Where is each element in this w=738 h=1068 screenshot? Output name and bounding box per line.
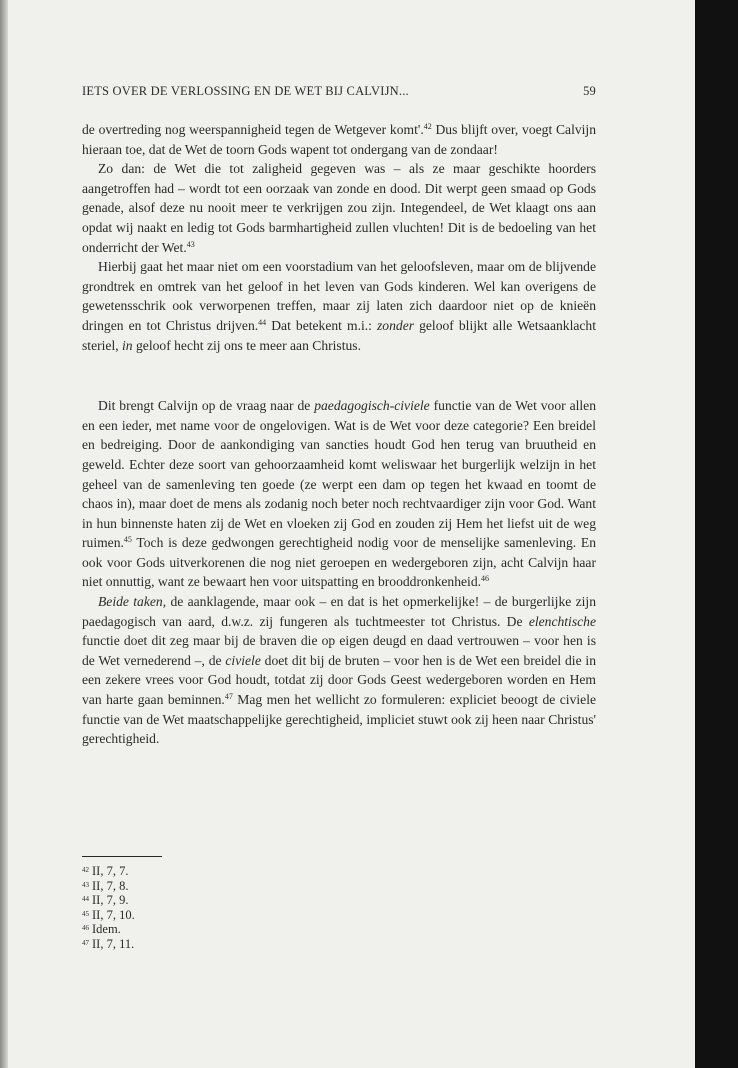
emphasis: elenchtische: [528, 613, 596, 629]
footnote-number: 47: [82, 938, 89, 947]
text-run: de aanklagende, maar ook – en dat is het opmerkelijke! – de burgerlijke zijn paedagogisch van aard, d.w.z. zij fungeren als tuchtmeester tot Christus. De: [82, 594, 596, 629]
emphasis: paedagogisch-civiele: [314, 398, 430, 414]
footnote-text: Idem.: [92, 922, 121, 936]
paragraph-2: [82, 159, 596, 257]
paragraph-3: [82, 257, 596, 355]
emphasis: Beide taken,: [98, 594, 167, 610]
text-run: Dus blijft over, voegt Calvijn hieraan toe, dat de Wet de toorn Gods wapent tot ondergang van de zondaar!: [82, 122, 597, 157]
footnote-number: 46: [82, 924, 89, 932]
binding-shadow: [0, 0, 8, 1068]
footnote-ref: 47: [224, 692, 233, 702]
paragraph-1: [82, 120, 596, 159]
footnote: [82, 937, 135, 952]
text-run: functie doet dit zeg maar bij de braven die op eigen deugd en daad vertrouwen – voor hen is de Wet vernederend –, de: [82, 633, 596, 668]
text-run: de overtreding nog weerspannigheid tegen de Wetgever komt'.: [82, 122, 424, 137]
footnote: [82, 922, 135, 937]
footnote-ref: 45: [123, 535, 132, 545]
page-number: 59: [583, 84, 596, 98]
text-run: geloof blijkt alle Wetsaanklacht steriel,: [82, 317, 596, 353]
text-run: functie van de Wet voor allen en een ieder, met name voor de ongelovigen. Wat is de Wet voor deze categorie? Een breidel en bedreiging. Door de aankondiging van sancties houdt God hen terug van bruutheid en geweld. Echter deze soort van gehoorzaamheid komt weliswaar het burgerlijk welzijn in het geheel van de samenleving ten goede (ze werpt een dam op tegen het kwaad en toomt de chaos in), maar doet de mens als zodanig noch beter noch rechtvaardiger zijn voor God. Want in hun binnenste haten zij de Wet en vloeken zij God en zouden zij Hem het liefst uit de weg ruimen.: [82, 398, 596, 551]
text-run: Toch is deze gedwongen gerechtigheid nodig voor de menselijke samenleving. En ook voor Gods uitverkorenen die nog niet geroepen en wedergeboren zijn, acht Calvijn haar niet onnuttig, want ze bewaart hen voor uitspatting en brooddronkenheid.: [82, 535, 596, 590]
footnotes: [82, 864, 135, 951]
section-gap: [82, 355, 596, 396]
footnote-text: II, 7, 11.: [92, 936, 135, 951]
footnote: [82, 864, 135, 879]
emphasis: zonder: [377, 317, 415, 333]
footnote-number: 43: [82, 880, 89, 889]
text-run: doet dit bij de bruten – voor hen is de Wet een breidel die in een zekere vrees voor God houdt, totdat zij door Gods Geest wedergeboren worden en Hem van harte gaan beminnen.: [82, 652, 596, 708]
footnote-text: II, 7, 8.: [92, 878, 129, 893]
footnote-ref: 44: [258, 317, 267, 327]
footnote-text: II, 7, 7.: [92, 864, 129, 878]
footnote: [82, 879, 135, 894]
text-run: geloof hecht zij ons te meer aan Christus.: [132, 337, 361, 353]
text-run: Hierbij gaat het maar niet om een voorstadium van het geloofsleven, maar om de blijvende grondtrek en omtrek van het geloof in het leven van Gods kinderen. Wel kan overigens de gewetensschrik ook verworpenen treffen, maar zij laten zich daardoor niet op de knieën dringen en tot Christus drijven.: [82, 259, 596, 333]
footnote-number: 42: [82, 866, 89, 874]
text-run: Zo dan: de Wet die tot zaligheid gegeven was – als ze maar geschikte hoorders aangetroffen had – wordt tot een oorzaak van zonde en dood. Dit werpt geen smaad op Gods genade, alsof deze nu nooit meer te verkrijgen zou zijn. Integendeel, de Wet klaagt ons aan opdat wij naakt en ledig tot Gods barmhartigheid zullen vluchten! Dit is de bedoeling van het onderricht der Wet.: [82, 161, 596, 255]
text-run: Dat betekent m.i.:: [266, 317, 378, 333]
footnote-ref: 46: [481, 574, 490, 584]
body-text: [82, 120, 596, 749]
running-title: IETS OVER DE VERLOSSING EN DE WET BIJ CALVIJN...: [82, 84, 409, 98]
text-run: Mag men het wellicht zo formuleren: expliciet beoogt de civiele functie van de Wet maatschappelijke gerechtigheid, impliciet stuwt ook zij heen naar Christus' gerechtigheid.: [82, 692, 596, 747]
footnote-divider: [82, 856, 162, 857]
scan-edge: [695, 0, 738, 1068]
footnote-text: II, 7, 9.: [92, 893, 129, 907]
footnote-ref: 42: [423, 122, 432, 131]
footnote-number: 45: [82, 909, 89, 918]
footnote: [82, 893, 135, 908]
footnote-ref: 43: [186, 239, 195, 249]
emphasis: in: [122, 337, 133, 353]
paragraph-5: [82, 592, 596, 749]
emphasis: civiele: [225, 652, 261, 668]
text-run: Dit brengt Calvijn op de vraag naar de: [98, 398, 315, 414]
footnote-number: 44: [82, 895, 89, 903]
paragraph-4: [82, 396, 596, 592]
footnote: [82, 908, 135, 923]
footnote-text: II, 7, 10.: [92, 907, 135, 922]
